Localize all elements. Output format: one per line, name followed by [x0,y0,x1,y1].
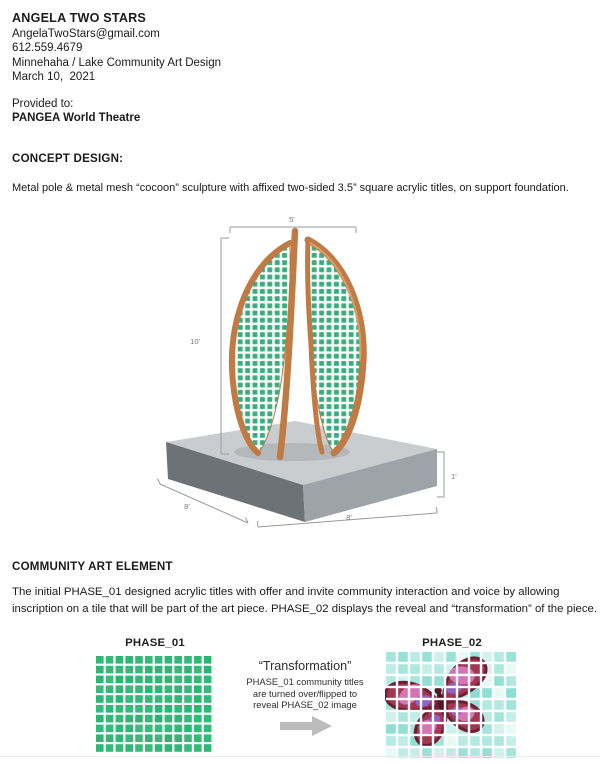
author-email: AngelaTwoStars@gmail.com [12,28,160,40]
phase1-tiles [96,656,211,752]
transformation-line-2: are turned over/flipped to [252,687,358,699]
phase1-tile-grid [96,656,214,754]
phase2-label: PHASE_02 [422,637,482,649]
project-title: Minnehaha / Lake Community Art Design [12,56,222,69]
transformation-title: “Transformation” [258,659,352,673]
community-art-paragraph: The initial PHASE_01 designed acrylic titles with offer and invite community interaction and voice by allowing inscription on a tile that will be part of the art piece. PHASE_02 displays the reveal and “transformation” of the piece. [12,586,598,615]
dimension-base-height-1ft [437,452,444,497]
author-phone: 612.559.4679 [12,42,83,55]
sculpture-base [166,421,437,522]
page-bottom-rule [0,756,600,757]
dim-label-base-left: 8' [184,502,190,511]
dim-label-height: 10' [190,337,200,346]
concept-design-heading: CONCEPT DESIGN: [12,152,124,165]
transformation-block [227,659,383,711]
transformation-line-3: reveal PHASE_02 image [253,699,357,711]
recipient-name: PANGEA World Theatre [12,112,141,125]
transformation-arrow [280,713,336,739]
dimension-height-10ft [221,238,229,454]
phase2-tile-grid [385,652,525,760]
header-contact-block [12,10,221,125]
spacer [12,85,221,97]
concept-design-description: Metal pole & metal mesh “cocoon” sculpture with affixed two-sided 3.5” square acrylic titles, on support foundation. [12,182,569,194]
transformation-line-1: PHASE_01 community titles [246,676,364,687]
dim-label-width: 5' [289,215,295,224]
document-date: March 10, 2021 [12,71,96,84]
sculpture-rendering [0,205,600,553]
right-arrow-icon [280,716,332,736]
phase1-label: PHASE_01 [125,637,185,649]
author-name: ANGELA TWO STARS [12,11,147,25]
dim-label-base-height: 1' [451,472,457,481]
community-art-heading: COMMUNITY ART ELEMENT [12,560,173,573]
provided-to-label: Provided to: [12,97,74,110]
dim-label-base-right: 8' [346,513,352,522]
